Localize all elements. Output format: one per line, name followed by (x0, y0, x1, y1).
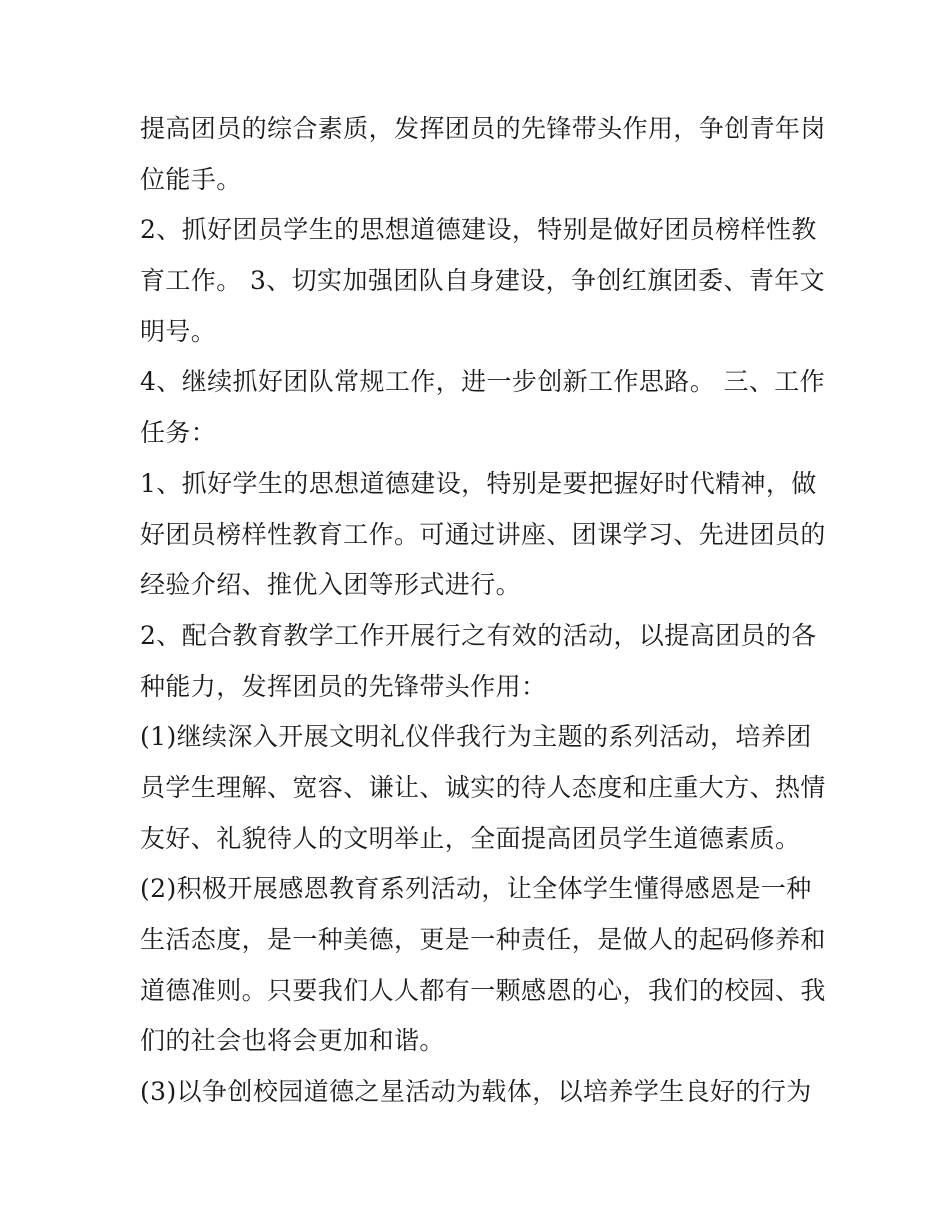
text-line: 好团员榜样性教育工作。可通过讲座、团课学习、先进团员的 (140, 519, 826, 549)
document-body (140, 104, 826, 1118)
text-line: 员学生理解、宽容、谦让、诚实的待人态度和庄重大方、热情 (140, 772, 826, 802)
text-line: 任务： (140, 418, 217, 448)
text-line: 生活态度，是一种美德，更是一种责任，是做人的起码修养和 (140, 925, 826, 954)
text-line: (1)继续深入开展文明礼仪伴我行为主题的系列活动，培养团 (140, 722, 812, 752)
text-line: 位能手。 (140, 164, 242, 194)
text-line: 2、配合教育教学工作开展行之有效的活动，以提高团员的各 (140, 620, 817, 650)
text-line: (2)积极开展感恩教育系列活动，让全体学生懂得感恩是一种 (140, 874, 812, 904)
text-line: 育工作。 3、切实加强团队自身建设，争创红旗团委、青年文 (140, 266, 826, 296)
text-line: 友好、礼貌待人的文明举止，全面提高团员学生道德素质。 (140, 823, 801, 853)
text-line: 们的社会也将会更加和谐。 (140, 1026, 445, 1056)
text-line: 2、抓好团员学生的思想道德建设，特别是做好团员榜样性教 (140, 215, 817, 245)
text-line: 1、抓好学生的思想道德建设，特别是要把握好时代精神，做 (140, 468, 817, 498)
text-line: 提高团员的综合素质，发挥团员的先锋带头作用，争创青年岗 (140, 114, 826, 143)
text-line: 经验介绍、推优入团等形式进行。 (140, 570, 522, 600)
text-line: 道德准则。只要我们人人都有一颗感恩的心，我们的校园、我 (140, 975, 826, 1005)
text-line: (3)以争创校园道德之星活动为载体，以培养学生良好的行为 (140, 1077, 812, 1107)
text-line: 种能力，发挥团员的先锋带头作用： (140, 671, 547, 701)
text-line: 明号。 (140, 316, 217, 346)
text-line: 4、继续抓好团队常规工作，进一步创新工作思路。 三、工作 (140, 367, 826, 397)
